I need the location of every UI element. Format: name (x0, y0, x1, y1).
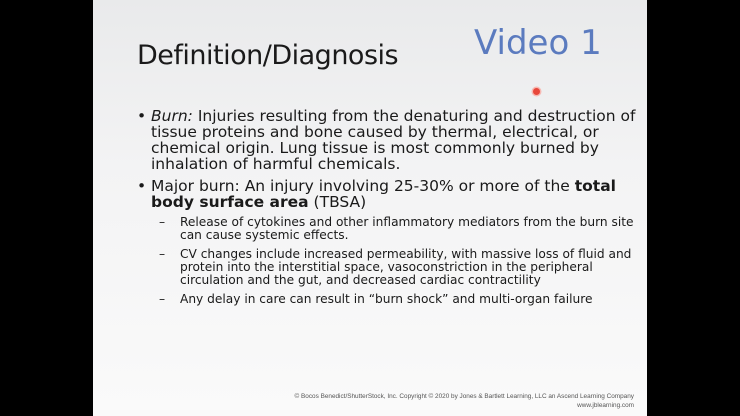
slide-footer (295, 392, 634, 410)
major-burn-abbrev: (TBSA) (308, 193, 367, 211)
bullet-icon: • (137, 177, 147, 195)
slide (93, 0, 647, 416)
burn-definition-text: Injuries resulting from the denaturing and destruction of tissue proteins and bone caused by thermal, electrical, or chemical origin. Lung tissue is most commonly burned by inhalation of harmful chemicals. (151, 107, 636, 173)
major-burn-subpoints (137, 216, 637, 306)
slide-title: Definition/Diagnosis (137, 40, 399, 71)
bullet-icon: • (137, 107, 147, 125)
footer-copyright: © Bocos Benedict/ShutterStock, Inc. Copyright © 2020 by Jones & Bartlett Learning, LLC an Ascend Learning Company (294, 393, 634, 400)
subpoint-item (137, 248, 637, 287)
major-burn-text: Major burn: An injury involving 25-30% or more of the (151, 177, 575, 195)
dash-icon: – (159, 215, 166, 229)
bullet-major-burn (137, 178, 637, 210)
subpoint-text: Any delay in care can result in “burn shock” and multi-organ failure (180, 292, 593, 306)
burn-term: Burn: (151, 107, 193, 125)
bullet-burn-definition (137, 108, 637, 172)
slide-content (137, 108, 637, 312)
subpoint-text: Release of cytokines and other inflammatory mediators from the burn site can cause systemic effects. (180, 215, 634, 242)
dash-icon: – (159, 292, 166, 306)
subpoint-item (137, 293, 637, 306)
pointer-dot-icon (533, 88, 540, 95)
subpoint-item (137, 216, 637, 242)
dash-icon: – (159, 247, 166, 261)
major-burn-bold-term: total body surface area (151, 177, 616, 211)
footer-website: www.jblearning.com (577, 402, 634, 409)
subpoint-text: CV changes include increased permeability, with massive loss of fluid and protein into the interstitial space, vasoconstriction in the peripheral circulation and the gut, and decreased cardiac contractility (180, 247, 632, 287)
video-label: Video 1 (474, 23, 602, 63)
